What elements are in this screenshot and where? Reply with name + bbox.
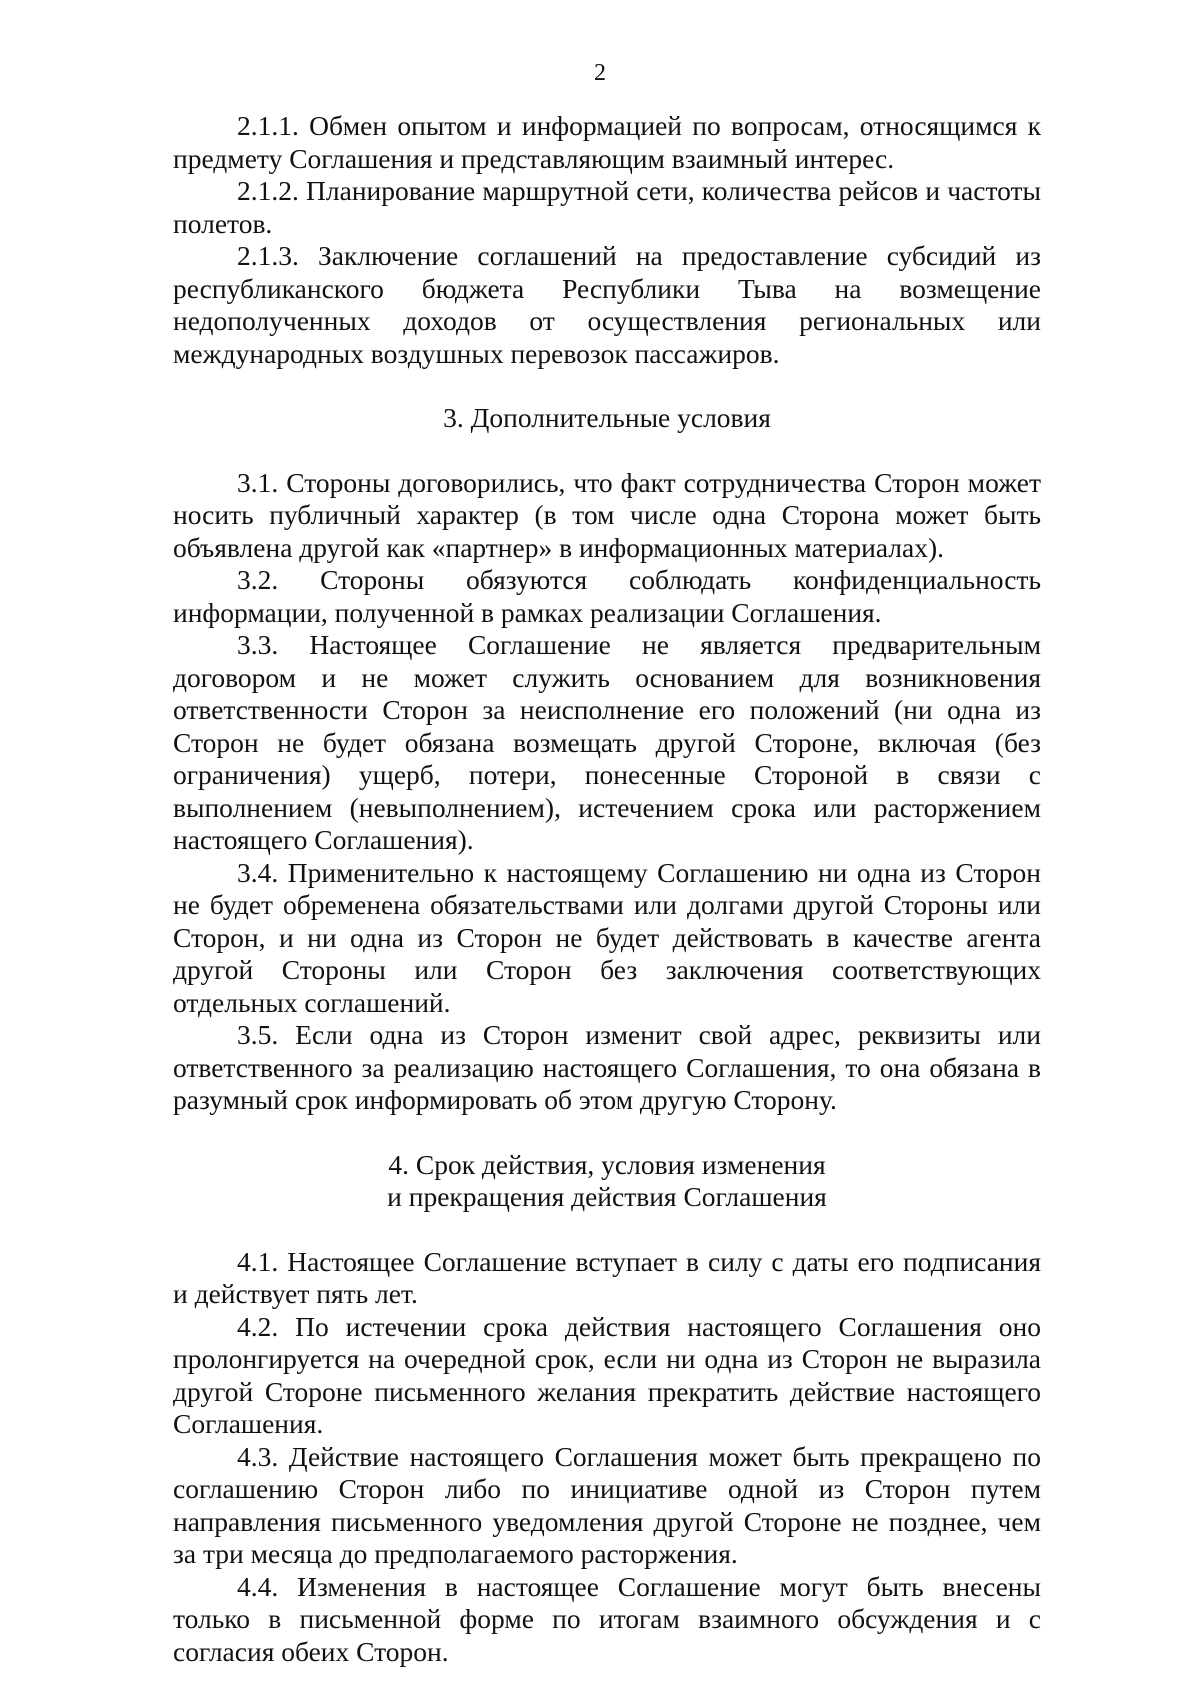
clause-3-3: 3.3. Настоящее Соглашение не является предварительным договором и не может служить основанием для возникновения ответственности Сторон за неисполнение его положений (ни одна из Сторон не будет обязана возмещать другой Стороне, включая (без ограничения) ущерб, потери, понесенные Стороной в связи с выполнением (невыполнением), истечением срока или расторжением настоящего Соглашения).	[173, 629, 1041, 855]
clause-2-1-1: 2.1.1. Обмен опытом и информацией по вопросам, относящимся к предмету Соглашения и представляющим взаимный интерес.	[173, 110, 1041, 174]
clause-3-1: 3.1. Стороны договорились, что факт сотрудничества Сторон может носить публичный характер (в том числе одна Сторона может быть объявлена другой как «партнер» в информационных материалах).	[173, 466, 1041, 563]
page-number: 2	[594, 60, 606, 86]
section-4-heading-line2: и прекращения действия Соглашения	[387, 1181, 827, 1212]
clause-2-1-3: 2.1.3. Заключение соглашений на предоставление субсидий из республиканского бюджета Республики Тыва на возмещение недополученных доходов от осуществления региональных или международных воздушных перевозок пассажиров.	[173, 240, 1041, 369]
clause-4-1: 4.1. Настоящее Соглашение вступает в силу с даты его подписания и действует пять лет.	[173, 1245, 1041, 1309]
document-body	[173, 110, 1041, 1668]
clause-4-2: 4.2. По истечении срока действия настоящего Соглашения оно пролонгируется на очередной срок, если ни одна из Сторон не выразила другой Стороне письменного желания прекратить действие настоящего Соглашения.	[173, 1310, 1041, 1439]
clause-3-2: 3.2. Стороны обязуются соблюдать конфиденциальность информации, полученной в рамках реализации Соглашения.	[173, 564, 1041, 628]
section-4-heading	[173, 1149, 1041, 1214]
section-3-heading: 3. Дополнительные условия	[443, 402, 771, 433]
clause-2-1-2: 2.1.2. Планирование маршрутной сети, количества рейсов и частоты полетов.	[173, 175, 1041, 239]
clause-3-4: 3.4. Применительно к настоящему Соглашению ни одна из Сторон не будет обременена обязательствами или долгами другой Стороны или Сторон, и ни одна из Сторон не будет действовать в качестве агента другой Стороны или Сторон без заключения соответствующих отдельных соглашений.	[173, 856, 1041, 1018]
section-4-heading-line1: 4. Срок действия, условия изменения	[388, 1148, 826, 1180]
clause-3-5: 3.5. Если одна из Сторон изменит свой адрес, реквизиты или ответственного за реализацию настоящего Соглашения, то она обязана в разумный срок информировать об этом другую Сторону.	[173, 1019, 1041, 1115]
clause-4-4: 4.4. Изменения в настоящее Соглашение могут быть внесены только в письменной форме по итогам взаимного обсуждения и с согласия обеих Сторон.	[173, 1570, 1041, 1667]
clause-4-3: 4.3. Действие настоящего Соглашения может быть прекращено по соглашению Сторон либо по инициативе одной из Сторон путем направления письменного уведомления другой Стороне не позднее, чем за три месяца до предполагаемого расторжения.	[173, 1440, 1041, 1569]
